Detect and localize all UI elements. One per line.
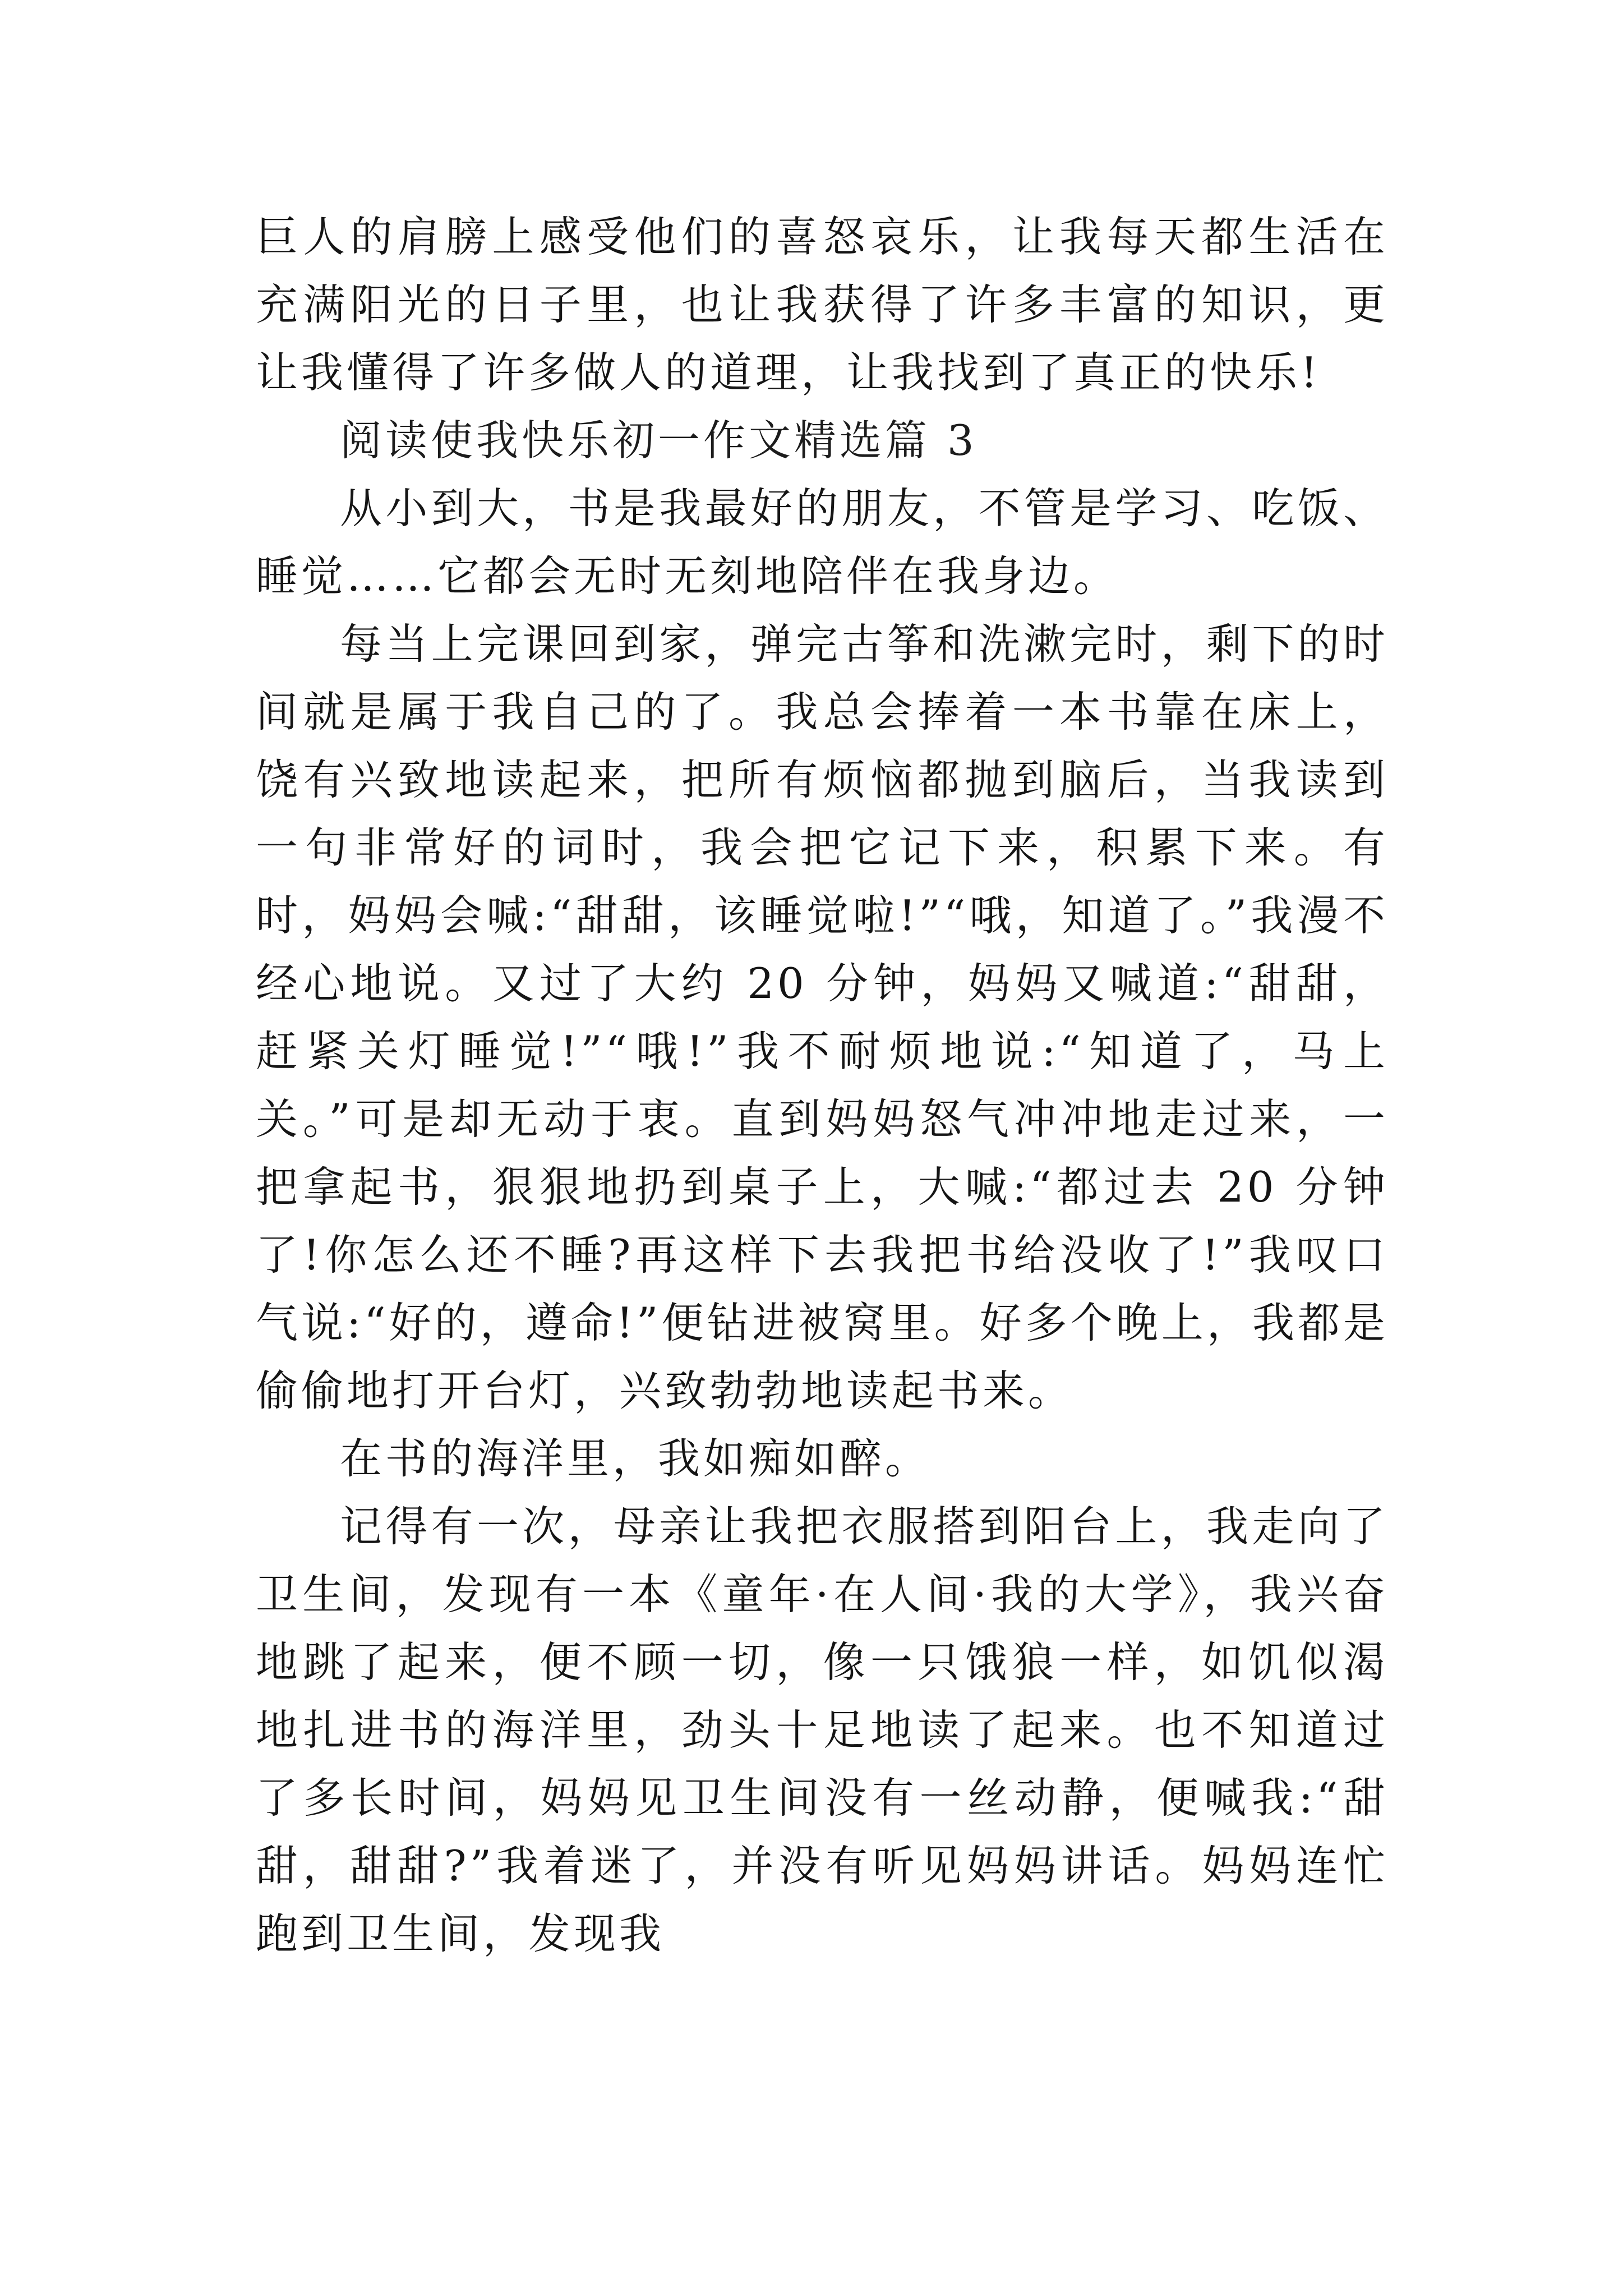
paragraph: 在书的海洋里，我如痴如醉。 — [340, 1434, 931, 1483]
paragraph: 从小到大，书是我最好的朋友，不管是学习、吃饭、睡觉……它都会无时无刻地陪伴在我身边。 — [256, 484, 1389, 601]
section-heading: 阅读使我快乐初一作文精选篇 3 — [340, 416, 978, 465]
paragraph: 每当上完课回到家，弹完古筝和洗漱完时，剩下的时间就是属于我自己的了。我总会捧着一本书靠在床上，饶有兴致地读起来，把所有烦恼都抛到脑后，当我读到一句非常好的词时，我会把它记下来，积累下来。有时，妈妈会喊:“甜甜，该睡觉啦!”“哦，知道了。”我漫不经心地说。又过了大约 20 分钟，妈妈又喊道:“甜甜，赶紧关灯睡觉!”“哦!”我不耐烦地说:“知道了，马上关。”可是却无动于衷。直到妈妈怒气冲冲地走过来，一把拿起书，狠狠地扔到桌子上，大喊:“都过去 20 分钟了!你怎么还不睡?再这样下去我把书给没收了!”我叹口气说:“好的，遵命!”便钻进被窝里。好多个晚上，我都是偷偷地打开台灯，兴致勃勃地读起书来。 — [256, 619, 1389, 1415]
paragraph-continuation: 巨人的肩膀上感受他们的喜怒哀乐，让我每天都生活在充满阳光的日子里，也让我获得了许多丰富的知识，更让我懂得了许多做人的道理，让我找到了真正的快乐! — [256, 212, 1389, 397]
document-body — [256, 203, 1389, 1968]
paragraph: 记得有一次，母亲让我把衣服搭到阳台上，我走向了卫生间，发现有一本《童年·在人间·我的大学》，我兴奋地跳了起来，便不顾一切，像一只饿狼一样，如饥似渴地扎进书的海洋里，劲头十足地读了起来。也不知道过了多长时间，妈妈见卫生间没有一丝动静，便喊我:“甜甜，甜甜?”我着迷了，并没有听见妈妈讲话。妈妈连忙跑到卫生间，发现我 — [256, 1502, 1389, 1958]
